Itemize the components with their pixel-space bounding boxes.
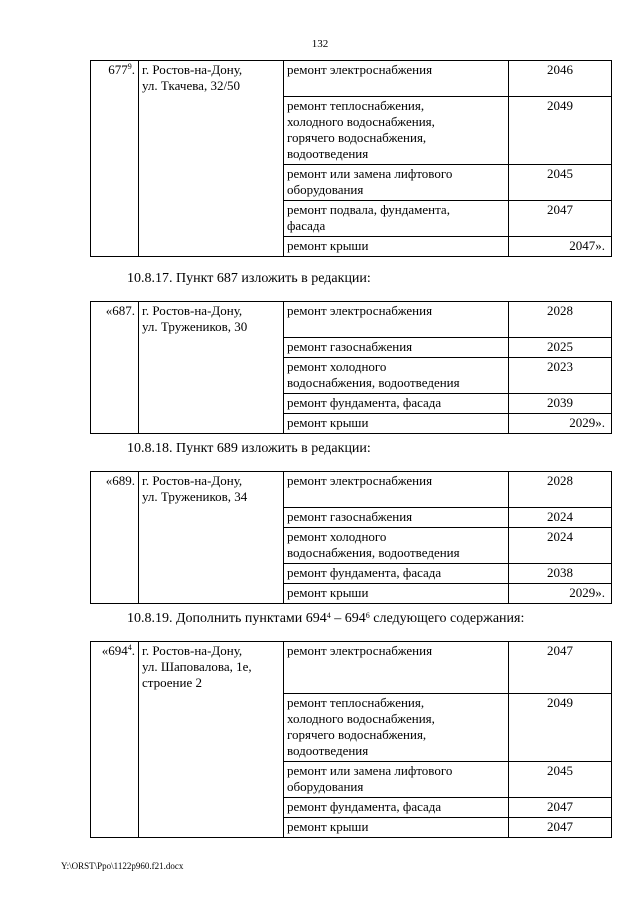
work-type-cell — [284, 583, 509, 603]
work-type-line: ремонт электроснабжения — [287, 62, 433, 77]
address-line: г. Ростов-на-Дону, — [142, 643, 243, 658]
address-line: ул. Тружеников, 34 — [142, 489, 248, 504]
address-cell — [139, 761, 284, 797]
address-cell — [139, 472, 284, 508]
year-cell: 2028 — [509, 472, 612, 508]
table-row — [91, 693, 612, 761]
item-number: «694 — [101, 643, 128, 658]
work-type-line: холодного водоснабжения, — [287, 113, 435, 129]
table-row — [91, 200, 612, 236]
table-row — [91, 761, 612, 797]
year-cell: 2047». — [509, 236, 612, 256]
table-row — [91, 61, 612, 97]
work-type-cell — [284, 96, 509, 164]
work-type-line: водоснабжения, водоотведения — [287, 374, 460, 390]
year-cell: 2046 — [509, 61, 612, 97]
item-number-cell — [91, 61, 139, 97]
item-number-cell — [91, 393, 139, 413]
table-row — [91, 642, 612, 694]
year-cell: 2047 — [509, 200, 612, 236]
address-line: ул. Шаповалова, 1е, — [142, 659, 252, 674]
year-cell: 2038 — [509, 563, 612, 583]
work-type-cell — [284, 642, 509, 694]
address-cell — [139, 200, 284, 236]
item-number-cell — [91, 302, 139, 338]
work-type-cell — [284, 200, 509, 236]
item-number-cell — [91, 357, 139, 393]
work-type-line: ремонт крыши — [287, 237, 369, 253]
table-row — [91, 236, 612, 256]
address-cell — [139, 337, 284, 357]
work-type-cell — [284, 527, 509, 563]
paragraph-text: следующего содержания: — [369, 611, 525, 626]
item-number-cell — [91, 583, 139, 603]
item-number-cell — [91, 817, 139, 837]
paragraph-text: – 694 — [330, 611, 366, 626]
item-number-cell — [91, 96, 139, 164]
address-cell — [139, 413, 284, 433]
work-type-cell — [284, 797, 509, 817]
item-number-cell — [91, 164, 139, 200]
item-number-cell — [91, 236, 139, 256]
paragraph-10-8-17: 10.8.17. Пункт 687 изложить в редакции: — [127, 271, 371, 286]
repair-schedule-table — [90, 301, 612, 434]
item-number-superscript: 9 — [127, 62, 132, 71]
work-type-line: ремонт крыши — [287, 818, 369, 834]
address-line: ул. Ткачева, 32/50 — [142, 78, 241, 93]
work-type-line: ремонт фундамента, фасада — [287, 394, 442, 410]
work-type-cell — [284, 302, 509, 338]
address-cell — [139, 563, 284, 583]
address-cell — [139, 507, 284, 527]
year-cell: 2039 — [509, 393, 612, 413]
address-cell — [139, 583, 284, 603]
work-type-cell — [284, 337, 509, 357]
year-cell: 2045 — [509, 164, 612, 200]
year-cell: 2024 — [509, 507, 612, 527]
work-type-cell — [284, 817, 509, 837]
repair-schedule-table — [90, 471, 612, 604]
address-cell — [139, 96, 284, 164]
item-number-cell — [91, 472, 139, 508]
year-cell: 2025 — [509, 337, 612, 357]
year-cell: 2045 — [509, 761, 612, 797]
table-row — [91, 302, 612, 338]
work-type-line: ремонт фундамента, фасада — [287, 564, 442, 580]
table-row — [91, 583, 612, 603]
table-row — [91, 164, 612, 200]
work-type-cell — [284, 413, 509, 433]
address-cell — [139, 164, 284, 200]
address-cell — [139, 642, 284, 694]
table-row — [91, 393, 612, 413]
item-number: «687. — [105, 303, 135, 318]
year-cell: 2023 — [509, 357, 612, 393]
repair-schedule-table — [90, 641, 612, 838]
address-cell — [139, 797, 284, 817]
item-number-cell — [91, 797, 139, 817]
work-type-cell — [284, 236, 509, 256]
work-type-line: горячего водоснабжения, — [287, 129, 427, 145]
table-row — [91, 797, 612, 817]
address-cell — [139, 357, 284, 393]
item-number-cell — [91, 642, 139, 694]
year-cell: 2049 — [509, 96, 612, 164]
table-row — [91, 357, 612, 393]
address-cell — [139, 236, 284, 256]
superscript: 4 — [326, 611, 331, 620]
item-number-cell — [91, 337, 139, 357]
work-type-line: водоотведения — [287, 742, 369, 758]
year-cell: 2029». — [509, 583, 612, 603]
work-type-line: водоотведения — [287, 145, 369, 161]
page-number: 132 — [311, 38, 329, 50]
work-type-cell — [284, 393, 509, 413]
address-line: г. Ростов-на-Дону, — [142, 303, 243, 318]
work-type-line: ремонт крыши — [287, 584, 369, 600]
repair-schedule-table — [90, 60, 612, 257]
year-cell: 2024 — [509, 527, 612, 563]
address-line: строение 2 — [142, 675, 202, 690]
work-type-line: ремонт электроснабжения — [287, 473, 433, 488]
table-row — [91, 817, 612, 837]
work-type-cell — [284, 693, 509, 761]
item-number-cell — [91, 693, 139, 761]
item-number: 677 — [108, 62, 128, 77]
address-cell — [139, 393, 284, 413]
address-cell — [139, 527, 284, 563]
table-row — [91, 96, 612, 164]
table-row — [91, 563, 612, 583]
work-type-line: ремонт холодного — [287, 358, 387, 374]
table-row — [91, 527, 612, 563]
work-type-line: водоснабжения, водоотведения — [287, 544, 460, 560]
item-number: «689. — [105, 473, 135, 488]
work-type-line: ремонт фундамента, фасада — [287, 798, 442, 814]
table-row — [91, 507, 612, 527]
work-type-cell — [284, 164, 509, 200]
address-line: г. Ростов-на-Дону, — [142, 62, 243, 77]
work-type-line: ремонт холодного — [287, 528, 387, 544]
year-cell: 2049 — [509, 693, 612, 761]
work-type-line: оборудования — [287, 778, 364, 794]
work-type-cell — [284, 563, 509, 583]
item-number-suffix: . — [131, 643, 135, 658]
work-type-cell — [284, 507, 509, 527]
item-number-cell — [91, 527, 139, 563]
item-number-cell — [91, 563, 139, 583]
work-type-line: ремонт или замена лифтового — [287, 762, 453, 778]
work-type-line: ремонт подвала, фундамента, — [287, 201, 450, 217]
paragraph-text: 10.8.19. Дополнить пунктами 694 — [127, 611, 327, 626]
work-type-line: ремонт или замена лифтового — [287, 165, 453, 181]
paragraph-10-8-19 — [127, 610, 524, 628]
table-row — [91, 472, 612, 508]
work-type-cell — [284, 472, 509, 508]
work-type-line: ремонт крыши — [287, 414, 369, 430]
address-line: г. Ростов-на-Дону, — [142, 473, 243, 488]
address-cell — [139, 61, 284, 97]
work-type-line: оборудования — [287, 181, 364, 197]
item-number-cell — [91, 507, 139, 527]
work-type-cell — [284, 761, 509, 797]
work-type-cell — [284, 61, 509, 97]
item-number-cell — [91, 761, 139, 797]
item-number-cell — [91, 200, 139, 236]
file-path-footer: Y:\ORST\Ppo\1122p960.f21.docx — [61, 861, 184, 871]
work-type-line: ремонт газоснабжения — [287, 508, 413, 524]
year-cell: 2029». — [509, 413, 612, 433]
work-type-line: ремонт электроснабжения — [287, 643, 433, 658]
paragraph-10-8-18: 10.8.18. Пункт 689 изложить в редакции: — [127, 441, 371, 456]
address-cell — [139, 302, 284, 338]
item-number-cell — [91, 413, 139, 433]
superscript: 6 — [365, 611, 370, 620]
table-row — [91, 337, 612, 357]
table-row — [91, 413, 612, 433]
year-cell: 2047 — [509, 642, 612, 694]
work-type-cell — [284, 357, 509, 393]
work-type-line: горячего водоснабжения, — [287, 726, 427, 742]
year-cell: 2047 — [509, 797, 612, 817]
work-type-line: ремонт газоснабжения — [287, 338, 413, 354]
item-number-suffix: . — [131, 62, 135, 77]
work-type-line: холодного водоснабжения, — [287, 710, 435, 726]
address-cell — [139, 817, 284, 837]
address-cell — [139, 693, 284, 761]
year-cell: 2047 — [509, 817, 612, 837]
address-line: ул. Тружеников, 30 — [142, 319, 248, 334]
work-type-line: фасада — [287, 217, 326, 233]
work-type-line: ремонт теплоснабжения, — [287, 97, 425, 113]
year-cell: 2028 — [509, 302, 612, 338]
work-type-line: ремонт теплоснабжения, — [287, 694, 425, 710]
item-number-superscript: 4 — [127, 643, 132, 652]
work-type-line: ремонт электроснабжения — [287, 303, 433, 318]
